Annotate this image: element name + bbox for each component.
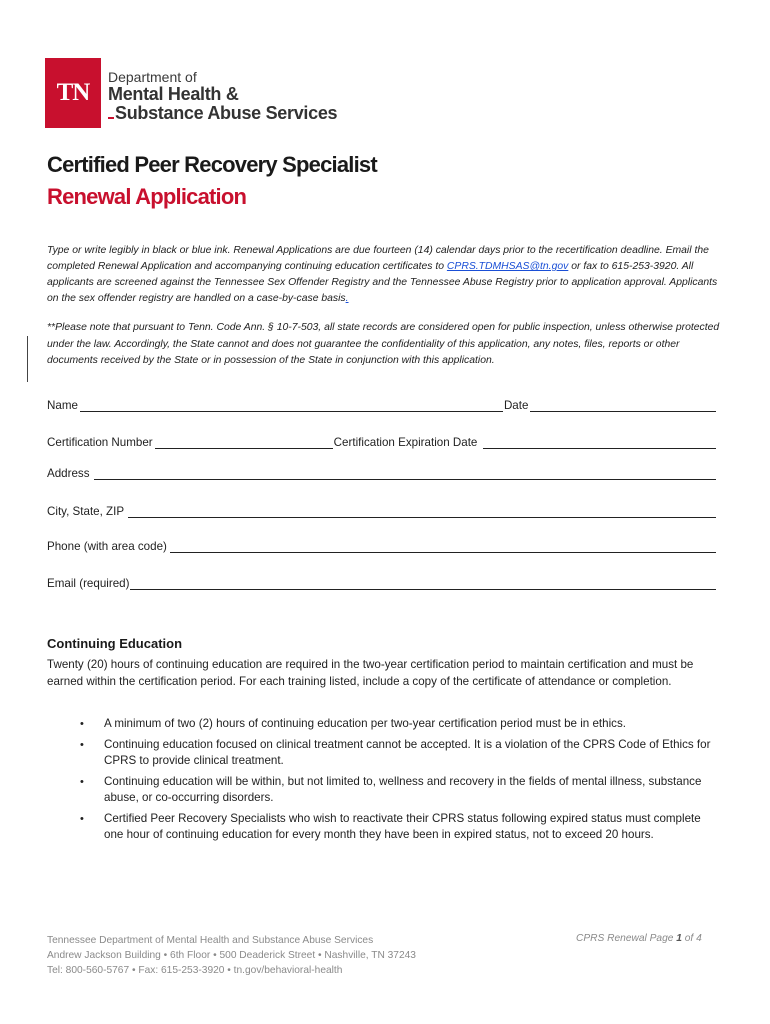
submission-email-link[interactable]: CPRS.TDMHSAS@tn.gov [446, 261, 569, 272]
name-date-row [47, 399, 716, 412]
footer-line-3: Tel: 800-560-5767 • Fax: 615-253-3920 • tn.gov/behavioral-health [47, 965, 343, 976]
page-number-prefix: CPRS Renewal Page [576, 933, 677, 944]
city-state-zip-label: City, State, ZIP [47, 505, 125, 518]
email-label: Email (required) [47, 577, 130, 590]
address-label: Address [47, 467, 90, 480]
bullet-icon: • [80, 738, 84, 751]
logo-line-1: Department of [108, 69, 197, 85]
certification-expiration-field[interactable] [483, 436, 716, 449]
trailing-period-link[interactable]: . [345, 293, 349, 304]
certification-number-label: Certification Number [47, 436, 153, 449]
footer-line-2: Andrew Jackson Building • 6th Floor • 500 Deaderick Street • Nashville, TN 37243 [47, 950, 416, 961]
tn-logo-badge: TN [45, 58, 101, 128]
instructions-paragraph [47, 243, 727, 307]
footer-line-1: Tennessee Department of Mental Health and Substance Abuse Services [47, 935, 374, 946]
date-field[interactable] [530, 399, 716, 412]
list-item-text: Continuing education will be within, but not limited to, wellness and recovery in the fields of mental illness, substance abuse, or co-occurring disorders. [104, 774, 702, 804]
logo-wordmark [108, 70, 337, 122]
continuing-education-heading: Continuing Education [47, 636, 183, 651]
bullet-icon: • [80, 775, 84, 788]
list-item [80, 737, 720, 770]
list-item-text: A minimum of two (2) hours of continuing education per two-year certification period must be in ethics. [104, 717, 626, 730]
bullet-icon: • [80, 718, 84, 730]
certification-row [47, 436, 716, 449]
page-subtitle: Renewal Application [47, 184, 247, 209]
page-number-current: 1 [676, 933, 682, 944]
continuing-education-intro: Twenty (20) hours of continuing education are required in the two-year certification period to maintain certification and must be earned within the certification period. For each training listed, include a copy of the certificate of attendance or completion. [47, 658, 694, 688]
phone-label: Phone (with area code) [47, 540, 167, 553]
city-state-zip-row [47, 505, 716, 518]
city-state-zip-field[interactable] [128, 505, 716, 518]
certification-number-field[interactable] [155, 436, 333, 449]
public-records-notice: **Please note that pursuant to Tenn. Code Ann. § 10-7-503, all state records are considered open for public inspection, unless otherwise protected under the law. Accordingly, the State cannot and does not guarantee the confidentiality of this application, any notes, files, reports or other documents received by the State or in possession of the State in conjunction with this application. [47, 322, 720, 366]
page-title: Certified Peer Recovery Specialist [47, 152, 377, 177]
page-number-total: of 4 [681, 933, 702, 944]
page-number [576, 933, 702, 944]
phone-row [47, 540, 716, 553]
department-logo [45, 58, 337, 128]
instructions-text-a: Type or write legibly in black or blue ink. Renewal Applications are due fourteen (14) calendar days prior to the recertification deadline. Email the completed Renewal Application and accompanying continuing education certificates to [47, 245, 709, 272]
logo-line-3: Substance Abuse Services [115, 103, 338, 123]
certification-expiration-label: Certification Expiration Date [333, 436, 478, 449]
bullet-icon: • [80, 812, 84, 825]
list-item [80, 774, 720, 807]
logo-red-rule [108, 117, 114, 119]
footer-address [47, 933, 416, 978]
logo-line-3-row [108, 104, 337, 122]
list-item-text: Continuing education focused on clinical treatment cannot be accepted. It is a violation of the CPRS Code of Ethics for CPRS to provide clinical treatment. [104, 737, 711, 767]
logo-line-2: Mental Health & [108, 84, 239, 104]
address-field[interactable] [94, 467, 716, 480]
margin-change-bar [27, 336, 28, 382]
instructions-text-b: or fax to 615-253-3920. All applicants are screened against the Tennessee Sex Offender Registry and the Tennessee Abuse Registry prior to application approval. Applicants on the sex offender registry are handled on a case-by-case basis [47, 261, 718, 304]
email-field[interactable] [130, 577, 716, 590]
name-field[interactable] [80, 399, 503, 412]
date-label: Date [503, 399, 529, 412]
list-item-text: Certified Peer Recovery Specialists who wish to reactivate their CPRS status following expired status must complete one hour of continuing education for every month they have been in expired status, not to exceed 20 hours. [104, 811, 701, 841]
name-label: Name [47, 399, 78, 412]
email-row [47, 577, 716, 590]
phone-field[interactable] [170, 540, 716, 553]
continuing-education-list [80, 716, 720, 848]
list-item [80, 811, 720, 844]
list-item [80, 716, 720, 733]
address-row [47, 467, 716, 480]
